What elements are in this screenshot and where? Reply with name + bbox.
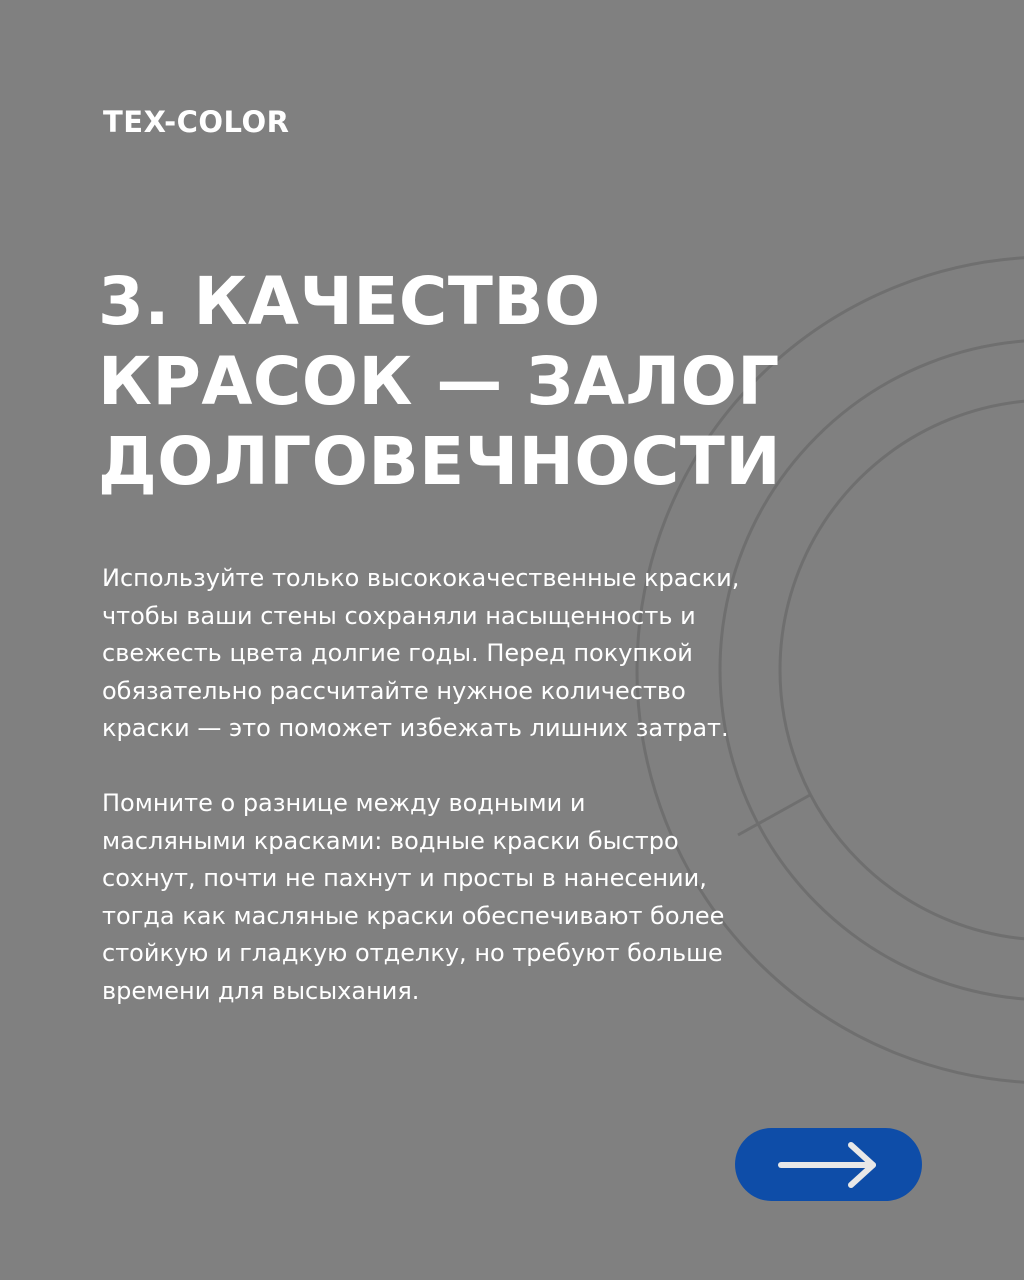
paragraph-line: сохнут, почти не пахнут и просты в нанесении, xyxy=(102,864,707,892)
paragraph-line: обязательно рассчитайте нужное количество xyxy=(102,676,686,705)
paragraph-line: масляными красками: водные краски быстро xyxy=(102,826,679,855)
paragraph-paint-types xyxy=(102,785,822,1010)
brand-logo: TEX-COLOR xyxy=(103,105,290,139)
paragraph-line: стойкую и гладкую отделку, но требуют больше xyxy=(102,939,723,967)
headline xyxy=(98,262,781,502)
headline-line: КРАСОК — ЗАЛОГ xyxy=(98,343,780,420)
paragraph-line: тогда как масляные краски обеспечивают более xyxy=(102,901,725,930)
paragraph-line: времени для высыхания. xyxy=(102,976,420,1005)
paragraph-line: Помните о разнице между водными и xyxy=(102,789,586,817)
arrow-right-icon xyxy=(777,1140,881,1190)
headline-line: ДОЛГОВЕЧНОСТИ xyxy=(98,423,782,500)
paragraph-line: свежесть цвета долгие годы. Перед покупкой xyxy=(102,639,693,667)
paragraph-line: краски — это поможет избежать лишних затрат. xyxy=(102,714,729,742)
paragraph-paint-quality xyxy=(102,560,822,748)
headline-line: 3. КАЧЕСТВО xyxy=(98,263,601,340)
paragraph-line: чтобы ваши стены сохраняли насыщенность и xyxy=(102,601,696,630)
next-slide-button[interactable] xyxy=(735,1128,922,1201)
paragraph-line: Используйте только высококачественные краски, xyxy=(102,564,740,592)
